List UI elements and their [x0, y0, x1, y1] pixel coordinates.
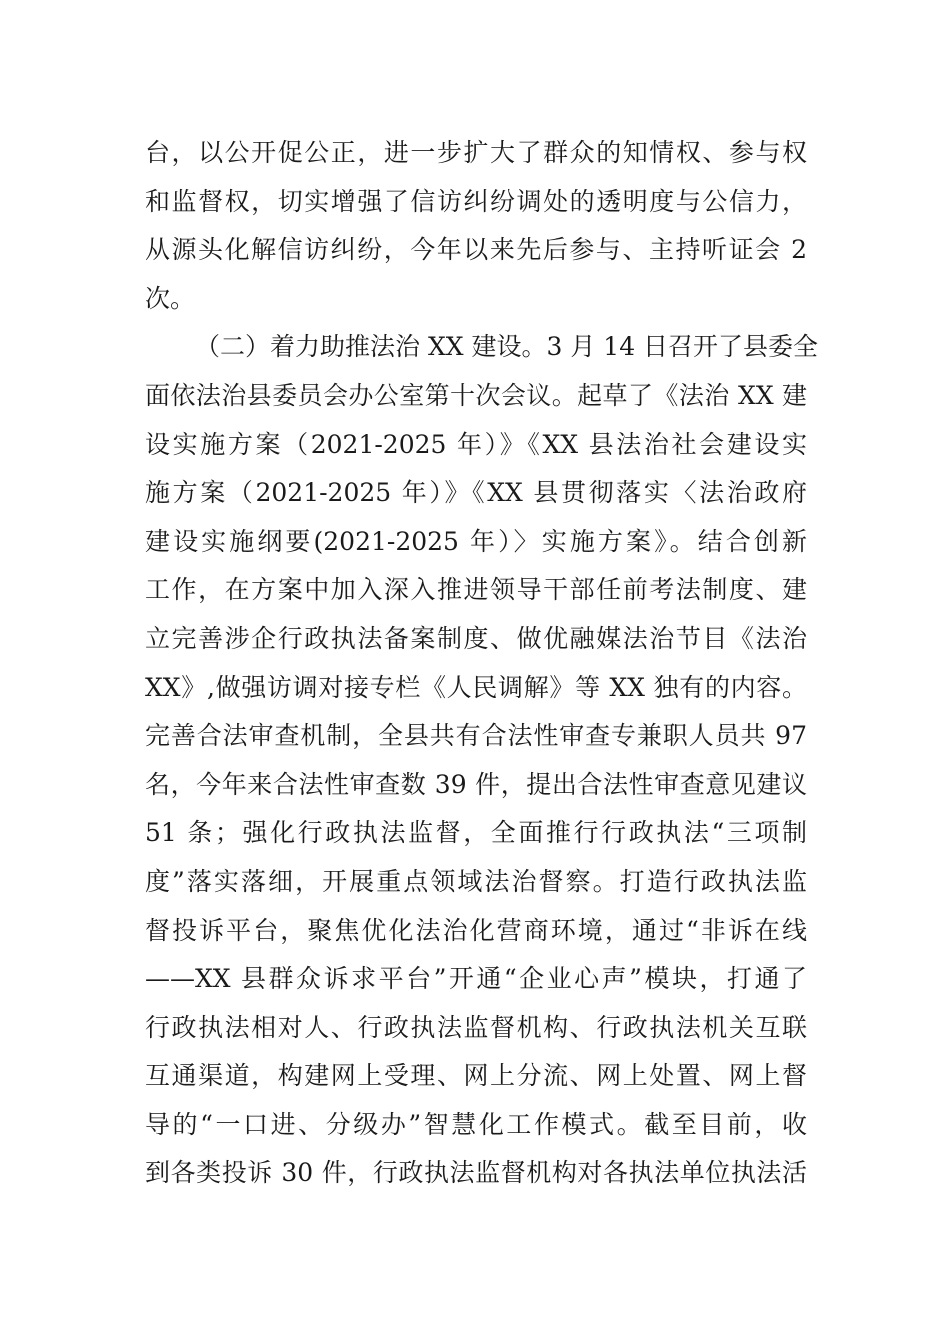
- text-line: 施方案（2021-2025 年）》《XX 县贯彻落实〈法治政府: [145, 478, 807, 508]
- text-line: 名，今年来合法性审查数 39 件，提出合法性审查意见建议: [145, 769, 807, 799]
- text-line: 51 条；强化行政执法监督，全面推行行政执法“三项制: [145, 818, 807, 848]
- body-text: [145, 129, 819, 1198]
- text-line: 建设实施纲要(2021-2025 年）〉实施方案》。结合创新: [145, 526, 807, 556]
- text-line: 督投诉平台，聚焦优化法治化营商环境，通过“非诉在线: [145, 915, 807, 945]
- text-line: 工作，在方案中加入深入推进领导干部任前考法制度、建: [145, 575, 807, 605]
- text-line: ——XX 县群众诉求平台”开通“企业心声”模块，打通了: [145, 964, 807, 994]
- text-line: 面依法治县委员会办公室第十次会议。起草了《法治 XX 建: [145, 380, 807, 410]
- text-line: 互通渠道，构建网上受理、网上分流、网上处置、网上督: [145, 1061, 807, 1091]
- text-line: 次。: [145, 283, 196, 313]
- text-line: XX》,做强访调对接专栏《人民调解》等 XX 独有的内容。: [145, 672, 807, 702]
- text-line: 从源头化解信访纠纷，今年以来先后参与、主持听证会 2: [145, 235, 807, 265]
- text-line: 立完善涉企行政执法备案制度、做优融媒法治节目《法治: [145, 623, 807, 653]
- section-heading-line: （二）着力助推法治 XX 建设。3 月 14 日召开了县委全: [195, 332, 819, 362]
- text-line: 设实施方案（2021-2025 年）》《XX 县法治社会建设实: [145, 429, 807, 459]
- text-line: 完善合法审查机制，全县共有合法性审查专兼职人员共 97: [145, 721, 807, 751]
- text-line: 台，以公开促公正，进一步扩大了群众的知情权、参与权: [145, 138, 807, 167]
- text-line: 行政执法相对人、行政执法监督机构、行政执法机关互联: [145, 1012, 807, 1042]
- text-line: 到各类投诉 30 件，行政执法监督机构对各执法单位执法活: [145, 1158, 807, 1188]
- text-line: 度”落实落细，开展重点领域法治督察。打造行政执法监: [145, 866, 807, 896]
- text-line: 和监督权，切实增强了信访纠纷调处的透明度与公信力，: [145, 186, 807, 216]
- text-line: 导的“一口进、分级办”智慧化工作模式。截至目前，收: [145, 1109, 807, 1139]
